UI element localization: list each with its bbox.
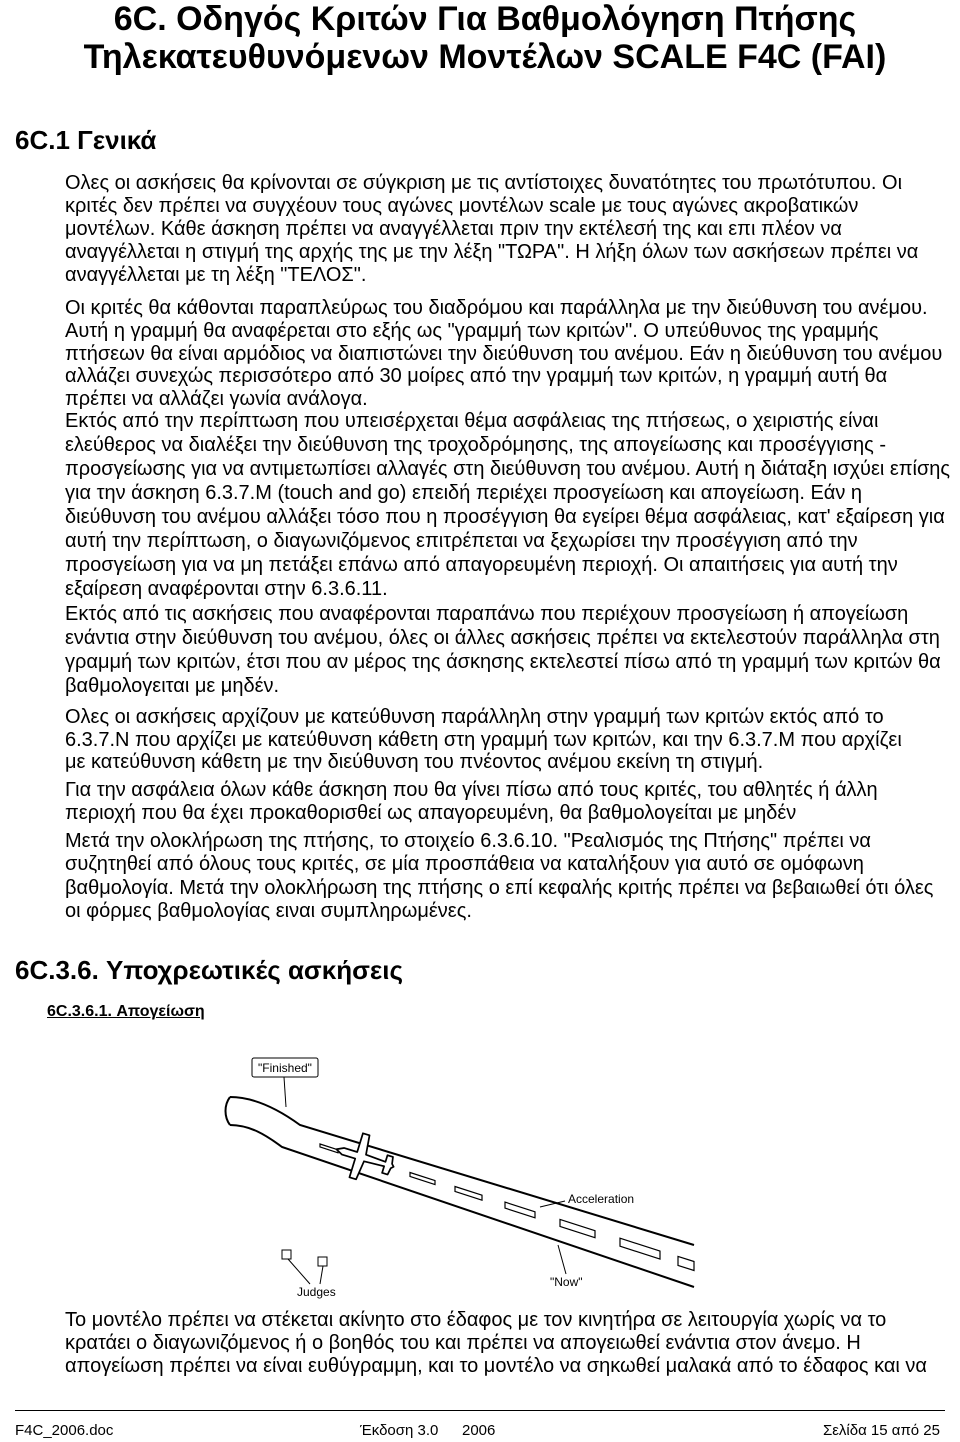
- text-line: Το μοντέλο πρέπει να στέκεται ακίνητο στο έδαφος με τον κινητήρα σε λειτουργία χωρίς να το: [65, 1309, 887, 1331]
- text-line: 6.3.7.Ν που αρχίζει με κατεύθυνση κάθετη στη γραμμή των κριτών, και την 6.3.7.Μ που αρχίζει: [65, 728, 902, 751]
- text-line: αναγγέλλεται με τη λέξη "ΤΕΛΟΣ".: [65, 264, 367, 286]
- text-line: βαθμολογειται με μηδέν.: [65, 675, 280, 697]
- runway-centerline-dash: [410, 1173, 435, 1185]
- now-label: "Now": [550, 1275, 583, 1289]
- text-line: πτήσεων θα είναι αρμόδιος να διαπιστώνει την διεύθυνση του ανέμου. Εάν η διεύθυνση του ανέμου: [65, 342, 943, 365]
- runway-centerline-dash: [455, 1187, 482, 1201]
- text-line: προσγείωση για να μη πετάξει επάνω από απαγορευμένη περιοχή. Οι απαιτήσεις για αυτή την: [65, 554, 898, 576]
- judge-position-marker: [318, 1257, 327, 1266]
- text-line: συζητηθεί από όλους τους κριτές, σε μία προσπάθεια να καταλήξουν για αυτό σε ομόφωνη: [65, 853, 864, 876]
- finished-leader-line: [284, 1077, 286, 1107]
- footer-divider: [15, 1410, 945, 1411]
- runway-edge-upper: [230, 1097, 694, 1245]
- text-line: Αυτή η γραμμή θα αναφέρεται στο εξής ως "γραμμή των κριτών". Ο υπεύθυνος της γραμμής: [65, 319, 879, 342]
- judges-leader-line: [288, 1259, 310, 1284]
- text-line: απογείωση πρέπει να είναι ευθύγραμμη, και το μοντέλο να σηκωθεί μαλακά από το έδαφος και να: [65, 1355, 927, 1377]
- document-title-line-1: 6C. Οδηγός Κριτών Για Βαθμολόγηση Πτήσης: [113, 0, 857, 38]
- text-line: προσγείωσης για να αντιμετωπίσει αλλαγές στη διεύθυνση του ανέμου. Αυτή η διάταξη ισχύει επίσης: [65, 458, 950, 480]
- footer-page-number: Σελίδα 15 από 25: [822, 1422, 940, 1439]
- text-line: μοντέλων. Κάθε άσκηση πρέπει να αναγγέλλεται πριν την εκτέλεσή της και επι πλέον να: [65, 218, 842, 240]
- text-line: πρέπει να αλλάζει γωνία ανάλογα.: [65, 388, 368, 411]
- paragraph-start-direction: [65, 706, 902, 774]
- text-line: Μετά την ολοκλήρωση της πτήσης, το στοιχείο 6.3.6.10. "Ρεαλισμός της Πτήσης" πρέπει να: [65, 830, 871, 852]
- text-line: εξαίρεση αναφέρονται στην 6.3.6.11.: [65, 578, 388, 600]
- text-line: γραμμή των κριτών, έτσι που αν μέρος της άσκησης εκτελεστεί πίσω από τη γραμμή των κριτών θα: [65, 651, 941, 673]
- finished-label: "Finished": [258, 1061, 312, 1075]
- paragraph-judging-basis: [65, 172, 918, 287]
- paragraph-parallel-execution: [65, 602, 941, 698]
- text-line: με κατεύθυνση κάθετη με την διεύθυνση του πνέοντος ανέμου εκείνη τη στιγμή.: [65, 751, 764, 773]
- text-line: Εκτός από τις ασκήσεις που αναφέρονται παραπάνω που περιέχουν προσγείωση ή απογείωση: [65, 603, 909, 625]
- text-line: διεύθυνση του ανέμου αλλάξει τόσο που η προσέγγιση θα εγείρει θέμα ασφάλειας, κατ' εξαίρεση για: [65, 506, 945, 528]
- section-heading-mandatory: 6C.3.6. Υποχρεωτικές ασκήσεις: [15, 955, 403, 985]
- paragraph-realism: [65, 830, 933, 923]
- judges-label: Judges: [297, 1285, 336, 1299]
- runway-centerline-dash: [320, 1144, 338, 1153]
- text-line: Εκτός από την περίπτωση που υπεισέρχεται θέμα ασφάλειας της πτήσεως, ο χειριστής είναι: [65, 410, 879, 432]
- paragraph-judges-line: [65, 297, 942, 411]
- judges-leader-line: [320, 1266, 323, 1284]
- text-line: για την άσκηση 6.3.7.Μ (touch and go) επειδή περιέχει προσγείωση και απογείωση. Εάν η: [65, 482, 863, 504]
- takeoff-diagram: [220, 1045, 700, 1305]
- text-line: βαθμολογία. Μετά την ολοκλήρωση της πτήσης ο επί κεφαλής κριτής πρέπει να βεβαιωθεί ότι όλες: [65, 876, 934, 899]
- text-line: αναγγέλλεται η στιγμή της αρχής της με την λέξη "ΤΩΡΑ". Η λήξη όλων των ασκήσεων πρέπει να: [65, 241, 919, 263]
- text-line: κριτές δεν πρέπει να συγχέουν τους αγώνες μοντέλων scale με τους αγώνες ακροβατικών: [65, 195, 859, 217]
- now-leader-line: [558, 1245, 566, 1274]
- runway-centerline-dash: [560, 1219, 595, 1237]
- runway-centerline-dash: [678, 1256, 694, 1270]
- paragraph-safety: [65, 779, 878, 825]
- text-line: Για την ασφάλεια όλων κάθε άσκηση που θα γίνει πίσω από τους κριτές, του αθλητές ή άλλη: [65, 779, 878, 801]
- text-line: ελεύθερος να διαλέξει την διεύθυνση της τροχοδρόμησης, της απογείωσης και προσέγγισης -: [65, 434, 887, 456]
- section-heading-general: 6C.1 Γενικά: [15, 125, 157, 155]
- text-line: ενάντια στην διεύθυνση του ανέμου, όλες οι άλλες ασκήσεις πρέπει να εκτελεστούν παράλληλα στη: [65, 627, 940, 649]
- text-line: οι φόρμες βαθμολογίας ειναι συμπληρωμένες.: [65, 899, 472, 922]
- text-line: αυτή την περίπτωση, ο διαγωνιζόμενος επιτρέπεται να ξεχωρίσει την προσέγγιση από την: [65, 530, 858, 552]
- runway-edge-lower: [230, 1125, 694, 1287]
- runway-centerline-dash: [620, 1238, 660, 1259]
- paragraph-takeoff: [65, 1309, 927, 1378]
- footer-filename: F4C_2006.doc: [15, 1422, 114, 1439]
- runway-centerline-dash: [505, 1202, 535, 1218]
- text-line: Ολες οι ασκήσεις θα κρίνονται σε σύγκριση με τις αντίστοιχες δυνατότητες του πρωτότυπου. Οι: [65, 172, 903, 194]
- document-title-line-2: Τηλεκατευθυνόμενων Μοντέλων SCALE F4C (FAI): [83, 38, 887, 76]
- footer-year: 2006: [462, 1422, 496, 1439]
- runway-far-end: [226, 1097, 231, 1125]
- text-line: αλλάζει συνεχώς περισσότερο από 30 μοίρες από την γραμμή των κριτών, η γραμμή αυτή θα: [65, 365, 888, 388]
- subsection-heading-takeoff: 6C.3.6.1. Απογείωση: [47, 1003, 205, 1020]
- text-line: κρατάει ο διαγωνιζόμενος ή ο βοηθός του και πρέπει να απογειωθεί ενάντια στον άνεμο. Η: [65, 1332, 861, 1354]
- text-line: Οι κριτές θα κάθονται παραπλεύρως του διαδρόμου και παράλληλα με την διεύθυνση του ανέμου.: [65, 297, 928, 319]
- acceleration-label: Acceleration: [568, 1192, 635, 1206]
- text-line: Ολες οι ασκήσεις αρχίζουν με κατεύθυνση παράλληλη στην γραμμή των κριτών εκτός από το: [65, 706, 884, 728]
- text-line: περιοχή που θα έχει προκαθορισθεί ως απαγορευμένη, θα βαθμολογείται με μηδέν: [65, 802, 797, 824]
- paragraph-pilot-direction: [65, 409, 951, 601]
- footer-version: Έκδοση 3.0: [360, 1422, 439, 1439]
- judge-position-marker: [282, 1250, 291, 1259]
